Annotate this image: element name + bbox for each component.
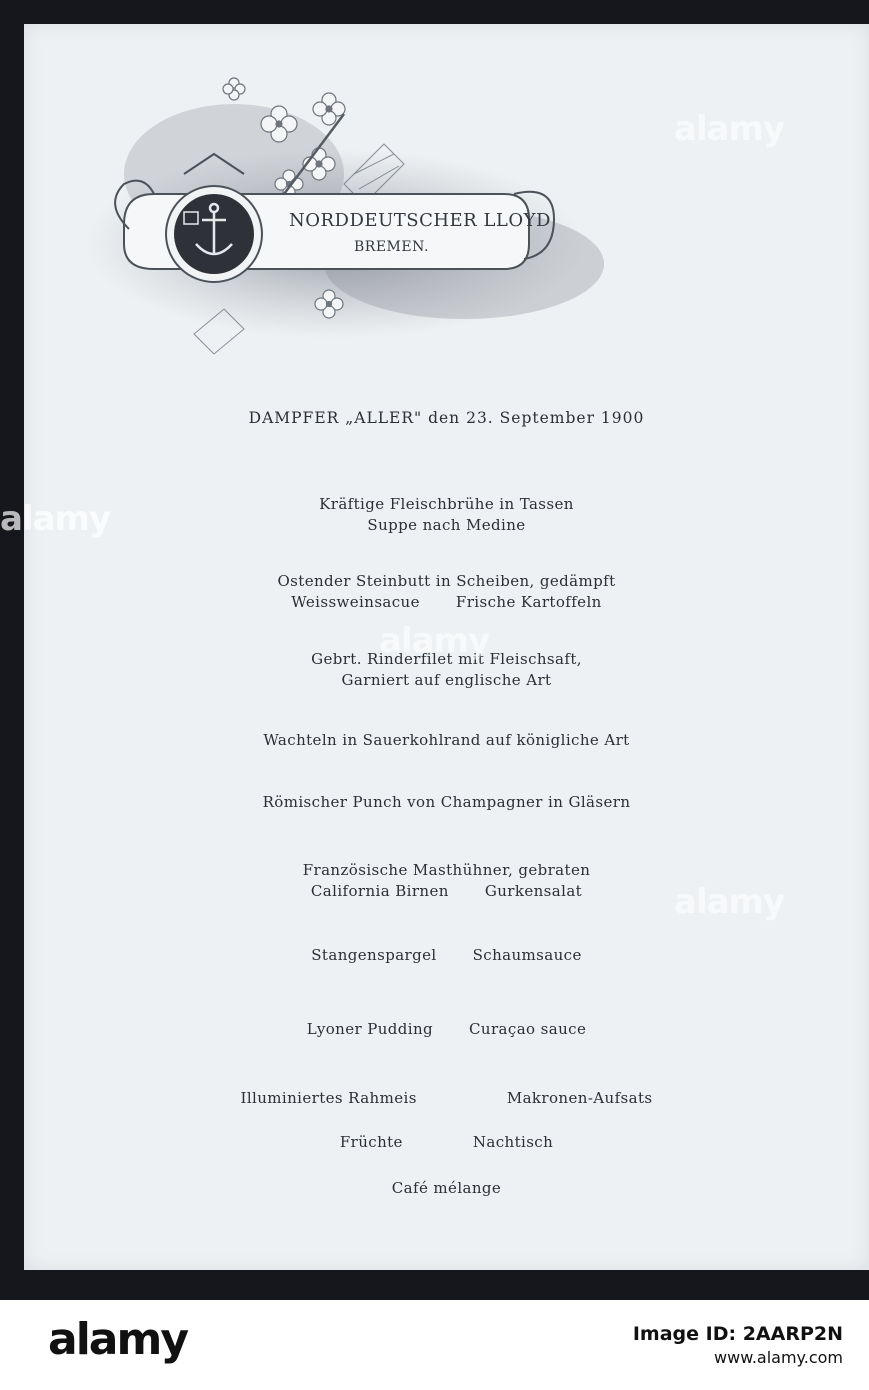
menu-card xyxy=(0,24,869,1270)
watermark: alamy xyxy=(379,621,490,661)
norddeutscher-lloyd-crest xyxy=(84,54,624,374)
menu-course-line: Kräftige Fleischbrühe in Tassen xyxy=(319,495,574,513)
menu-item-right: Makronen-Aufsats xyxy=(506,1089,653,1107)
menu-course-line: Französische Masthühner, gebraten xyxy=(302,861,591,879)
menu-course-line: Garniert auf englische Art xyxy=(341,671,552,689)
menu-item-right: Gurkensalat xyxy=(484,882,583,900)
crest-title: NORDDEUTSCHER LLOYD xyxy=(289,210,551,231)
menu-course-pair xyxy=(24,945,869,965)
menu-course-pair xyxy=(24,1019,869,1039)
menu-item-right: Frische Kartoffeln xyxy=(455,593,602,611)
menu-item-right: Curaçao sauce xyxy=(469,1020,587,1038)
menu-course-line: Suppe nach Medine xyxy=(367,516,526,534)
watermark: alamy xyxy=(0,499,111,539)
menu-course-pair xyxy=(24,592,869,612)
menu-item-right: Schaumsauce xyxy=(472,946,582,964)
menu-course-line: Gebrt. Rinderfilet mit Fleischsaft, xyxy=(311,650,582,668)
menu-course-line: Ostender Steinbutt in Scheiben, gedämpft xyxy=(277,572,616,590)
footer-logo: alamy xyxy=(48,1314,187,1365)
footer-url: www.alamy.com xyxy=(714,1348,843,1367)
menu-course-pair xyxy=(24,1088,869,1108)
menu-item-left: Weissweinsacue xyxy=(291,593,420,611)
menu-course-pair xyxy=(24,1132,869,1152)
watermark: alamy xyxy=(674,882,785,922)
crest-subtitle: BREMEN. xyxy=(354,239,429,255)
footer-image-id xyxy=(633,1322,843,1370)
menu-header: DAMPFER „ALLER" den 23. September 1900 xyxy=(248,409,645,427)
menu-course-line: Wachteln in Sauerkohlrand auf königliche Art xyxy=(263,731,630,749)
menu-course-line: Römischer Punch von Champagner in Gläsern xyxy=(262,793,631,811)
stock-footer xyxy=(0,1300,869,1390)
menu-item-left: Früchte xyxy=(339,1133,403,1151)
menu-item-left: Illuminiertes Rahmeis xyxy=(240,1089,417,1107)
menu-item-left: Stangenspargel xyxy=(311,946,437,964)
menu-item-left: Lyoner Pudding xyxy=(306,1020,434,1038)
image-id: Image ID: 2AARP2N xyxy=(632,1323,843,1345)
menu-item-right: Nachtisch xyxy=(472,1133,554,1151)
menu-course-line: Café mélange xyxy=(391,1179,502,1197)
watermark: alamy xyxy=(674,109,785,149)
menu-item-left: California Birnen xyxy=(310,882,449,900)
